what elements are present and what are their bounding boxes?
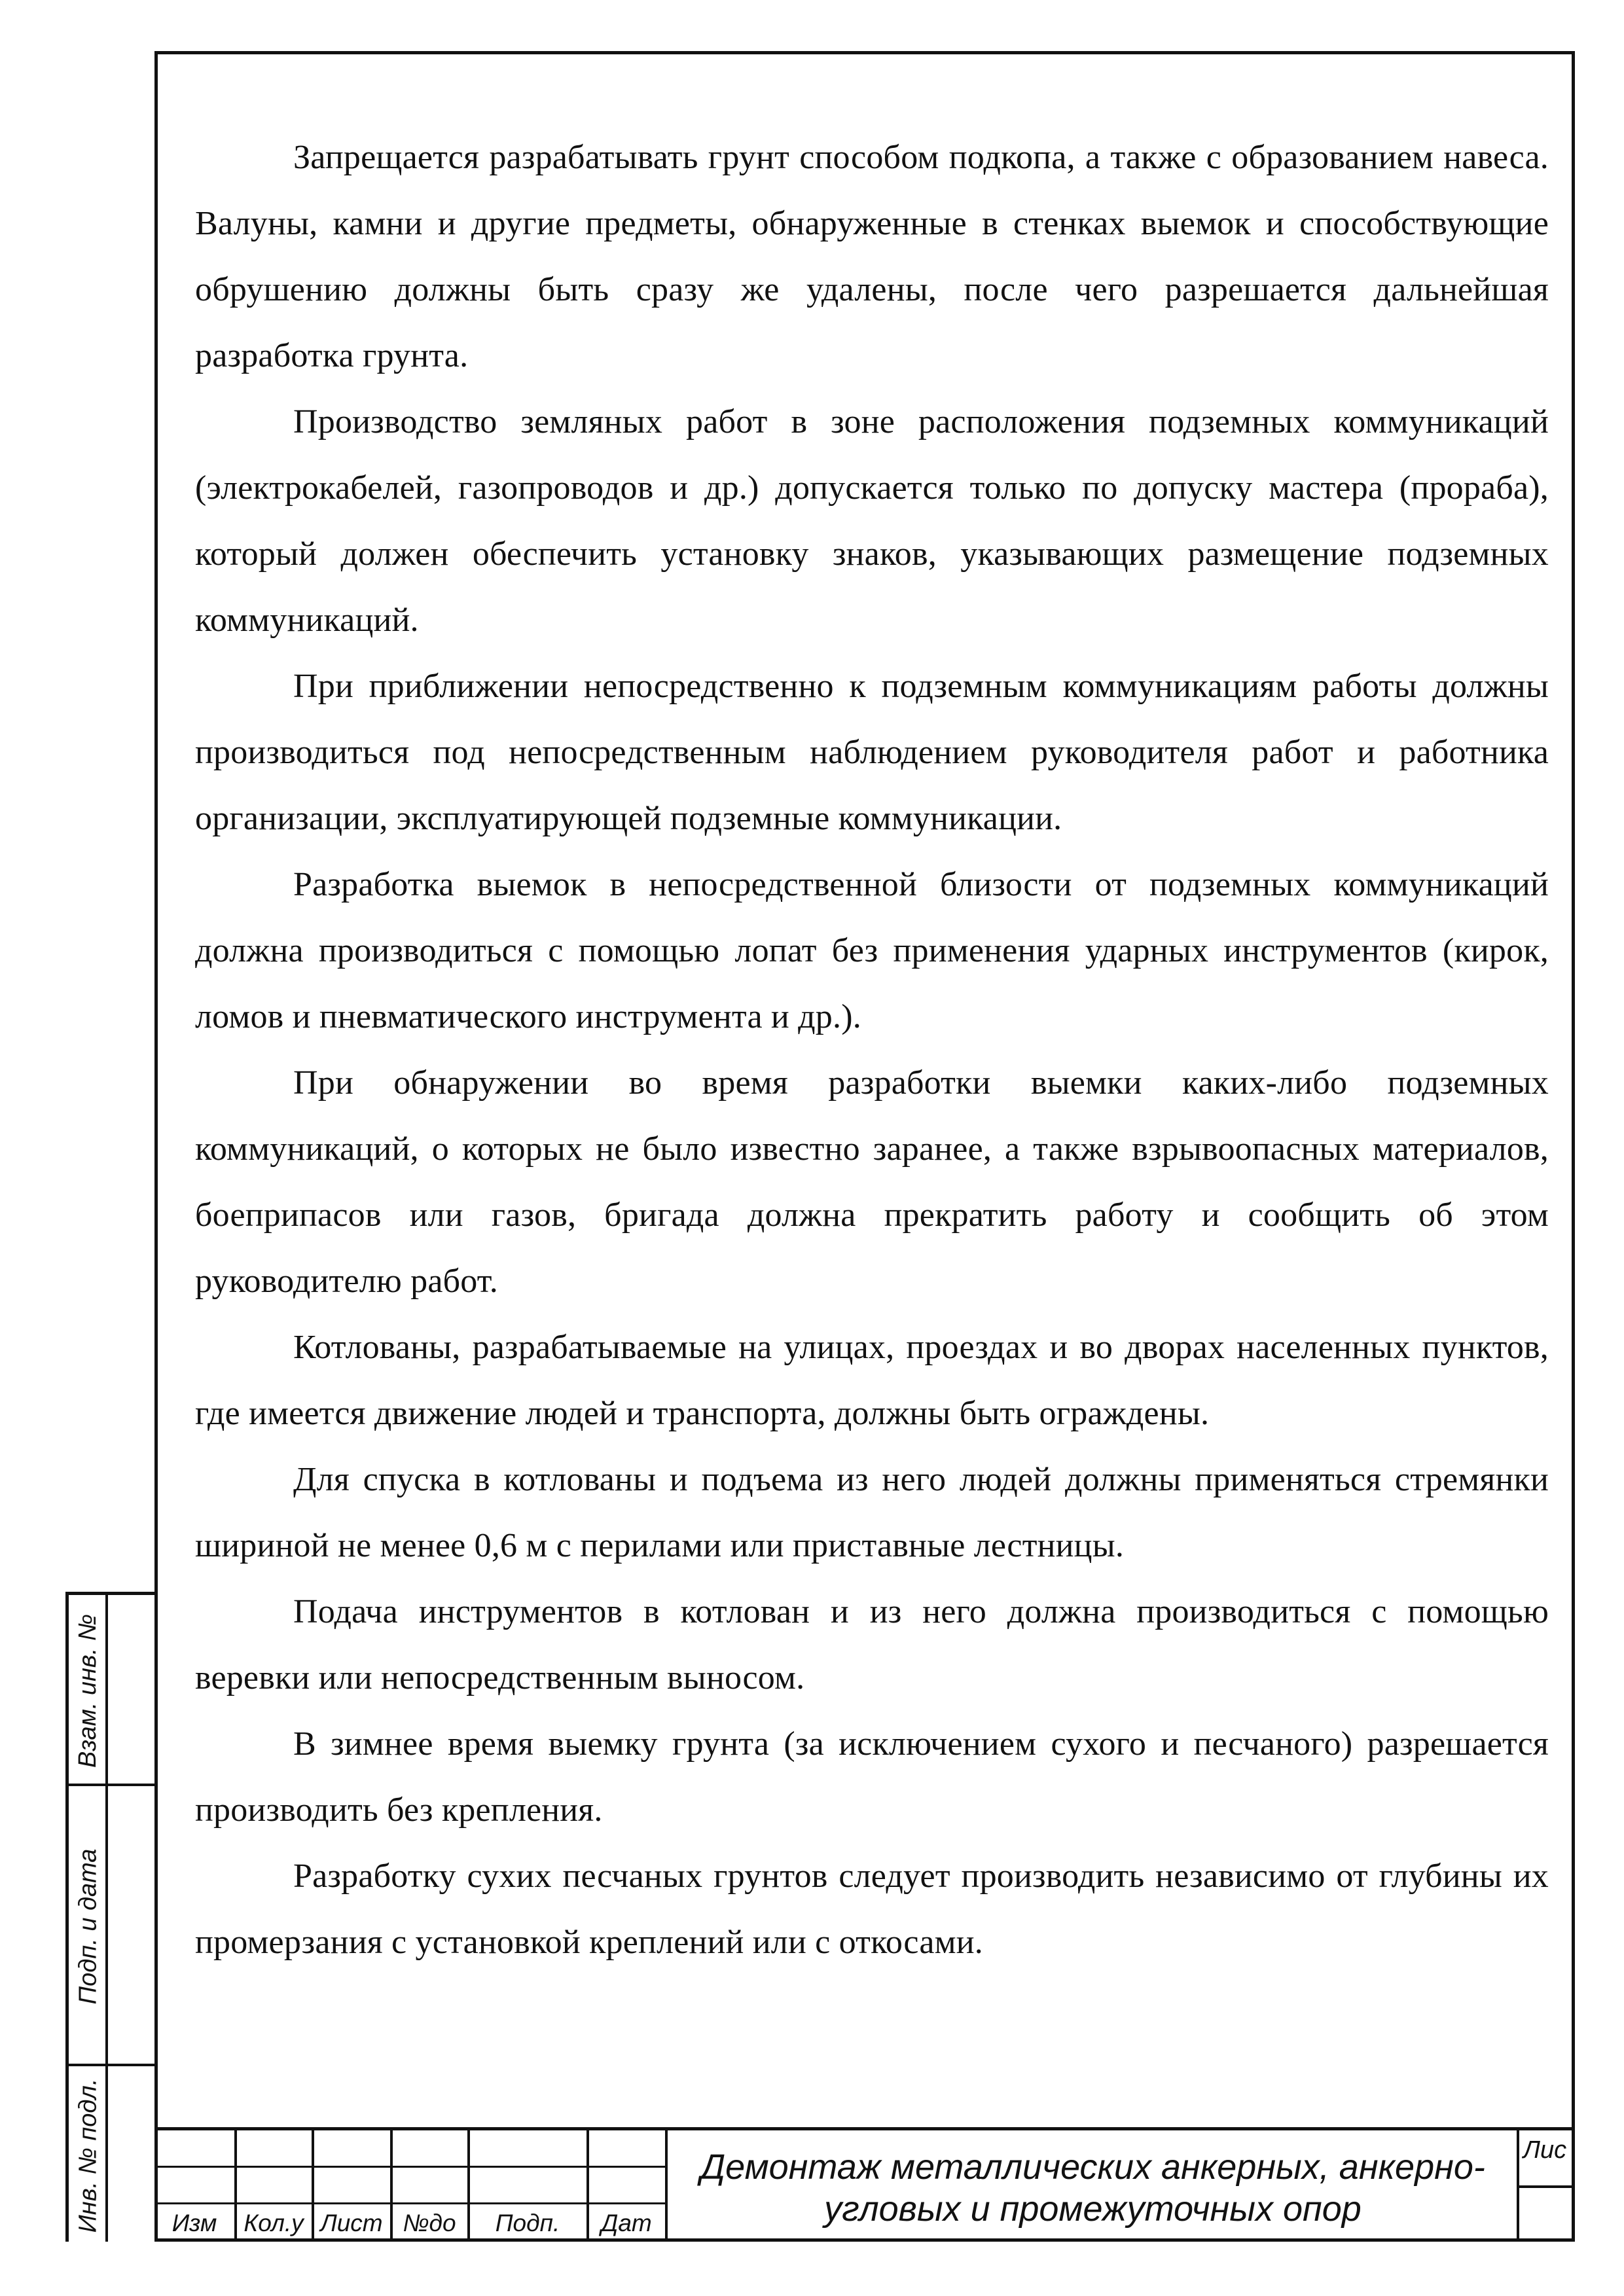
title-block: [154, 2127, 1575, 2242]
paragraph: Котлованы, разрабатываемые на улицах, проездах и во дворах населенных пунктов, где имеется движение людей и транспорта, должны быть ограждены.: [195, 1329, 1549, 1432]
signature-date-label: Подп. и дата: [74, 1848, 102, 2004]
header-signature: Подп.: [495, 2210, 560, 2236]
side-stamp: [65, 1592, 154, 2242]
paragraph: Разработка выемок в непосредственной близости от подземных коммуникаций должна производиться с помощью лопат без применения ударных инструментов (кирок, ломов и пневматического инструмента и др.).: [195, 866, 1549, 1035]
paragraph: При обнаружении во время разработки выемки каких-либо подземных коммуникаций, о которых не было известно заранее, а также взрывоопасных материалов, боеприпасов или газов, бригада должна прекратить работу и сообщить об этом руководителю работ.: [195, 1064, 1549, 1300]
header-doc-number: №до: [403, 2210, 456, 2236]
header-change: Изм: [171, 2210, 217, 2236]
document-title: [668, 2130, 1518, 2245]
paragraph: Разработку сухих песчаных грунтов следует производить независимо от глубины их промерзания с установкой креплений или с откосами.: [195, 1857, 1549, 1961]
paragraph: При приближении непосредственно к подземным коммуникациям работы должны производиться под непосредственным наблюдением руководителя работ и работника организации, эксплуатирующей подземные коммуникации.: [195, 668, 1549, 837]
original-inventory-label: Инв. № подл.: [74, 2078, 102, 2233]
sheet-cell-divider: [1518, 2185, 1575, 2188]
paragraph: Для спуска в котлованы и подъема из него людей должны применяться стремянки шириной не менее 0,6 м с перилами или приставные лестницы.: [195, 1461, 1549, 1564]
document-title-line-2: угловых и промежуточных опор: [824, 2189, 1362, 2229]
header-date: Дат: [601, 2210, 652, 2236]
replaced-inventory-label: Взам. инв. №: [74, 1613, 102, 1768]
paragraph: Подача инструментов в котлован и из него должна производиться с помощью веревки или непосредственным выносом.: [195, 1593, 1549, 1696]
document-title-line-1: Демонтаж металлических анкерных, анкерно-: [700, 2147, 1485, 2187]
paragraph: В зимнее время выемку грунта (за исключением сухого и песчаного) разрешается производить без крепления.: [195, 1725, 1549, 1829]
sheet-label: Лис: [1523, 2136, 1567, 2164]
header-sheet: Лист: [320, 2210, 383, 2236]
title-block-row-line: [154, 2166, 668, 2168]
paragraph: Производство земляных работ в зоне расположения подземных коммуникаций (электрокабелей, газопроводов и др.) допускается только по допуску мастера (прораба), который должен обеспечить установку знаков, указывающих размещение подземных коммуникаций.: [195, 403, 1549, 639]
paragraph: Запрещается разрабатывать грунт способом подкопа, а также с образованием навеса. Валуны, камни и другие предметы, обнаруженные в стенках выемок и способствующие обрушению должны быть сразу же удалены, после чего разрешается дальнейшая разработка грунта.: [195, 139, 1549, 374]
header-quantity: Кол.у: [244, 2210, 304, 2236]
document-body: [195, 124, 1549, 1975]
